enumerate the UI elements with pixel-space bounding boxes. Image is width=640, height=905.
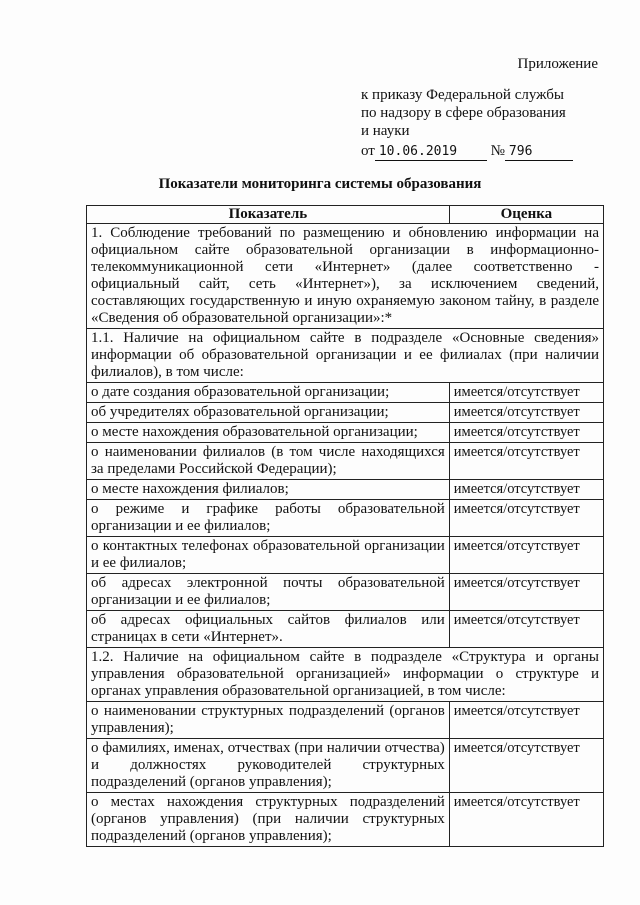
table-row [87, 383, 604, 403]
order-date-number [361, 143, 573, 161]
indicator-cell: о месте нахождения филиалов; [87, 480, 450, 500]
indicator-cell: о контактных телефонах образовательной организации и ее филиалов; [87, 537, 450, 574]
section-row [87, 648, 604, 702]
table-header-row [87, 206, 604, 224]
order-line: и науки [361, 123, 410, 139]
indicator-cell: об адресах электронной почты образовательной организации и ее филиалов; [87, 574, 450, 611]
order-date: 10.06.2019 [375, 144, 487, 161]
indicator-cell: о дате создания образовательной организации; [87, 383, 450, 403]
appendix-label: Приложение [517, 56, 598, 72]
table-row [87, 793, 604, 847]
evaluation-cell: имеется/отсутствует [449, 403, 603, 423]
evaluation-cell: имеется/отсутствует [449, 383, 603, 403]
evaluation-cell: имеется/отсутствует [449, 537, 603, 574]
indicator-cell: об адресах официальных сайтов филиалов или страницах в сети «Интернет». [87, 611, 450, 648]
evaluation-cell: имеется/отсутствует [449, 793, 603, 847]
column-header-evaluation: Оценка [449, 206, 603, 224]
table-row [87, 500, 604, 537]
evaluation-cell: имеется/отсутствует [449, 423, 603, 443]
evaluation-cell: имеется/отсутствует [449, 574, 603, 611]
evaluation-cell: имеется/отсутствует [449, 702, 603, 739]
date-prefix: от [361, 143, 375, 159]
table-row [87, 423, 604, 443]
order-reference-block [361, 86, 611, 140]
section-1-2-text: 1.2. Наличие на официальном сайте в подразделе «Структура и органы управления образовательной организацией» информации о структуре и органах управления образовательной организацией, в том числе: [87, 648, 604, 702]
order-line: к приказу Федеральной службы [361, 87, 565, 103]
table-row [87, 611, 604, 648]
table-row [87, 403, 604, 423]
table-row [87, 702, 604, 739]
indicator-cell: о фамилиях, именах, отчествах (при наличии отчества) и должностях руководителей структурных подразделений (органов управления); [87, 739, 450, 793]
section-1-text: 1. Соблюдение требований по размещению и обновлению информации на официальном сайте образовательной организации в информационно-телекоммуникационной сети «Интернет» (далее соответственно - официальный сайт, сеть «Интернет»), за исключением сведений, составляющих государственную и иную охраняемую законом тайну, в разделе «Сведения об образовательной организации»:* [87, 224, 604, 329]
indicator-cell: об учредителях образовательной организации; [87, 403, 450, 423]
indicator-cell: о месте нахождения образовательной организации; [87, 423, 450, 443]
indicator-cell: о режиме и графике работы образовательной организации и ее филиалов; [87, 500, 450, 537]
table-row [87, 574, 604, 611]
evaluation-cell: имеется/отсутствует [449, 443, 603, 480]
indicator-cell: о наименовании структурных подразделений (органов управления); [87, 702, 450, 739]
document-title: Показатели мониторинга системы образования [158, 176, 482, 192]
table-row [87, 537, 604, 574]
order-number: 796 [505, 144, 573, 161]
section-1-1-text: 1.1. Наличие на официальном сайте в подразделе «Основные сведения» информации об образовательной организации и ее филиалах (при наличии филиалов), в том числе: [87, 329, 604, 383]
evaluation-cell: имеется/отсутствует [449, 480, 603, 500]
table-row [87, 739, 604, 793]
number-prefix: № [490, 143, 505, 159]
indicator-cell: о местах нахождения структурных подразделений (органов управления) (при наличии структурных подразделений (органов управления); [87, 793, 450, 847]
table-row [87, 480, 604, 500]
table-row [87, 443, 604, 480]
section-row [87, 224, 604, 329]
order-line: по надзору в сфере образования [361, 105, 566, 121]
evaluation-cell: имеется/отсутствует [449, 739, 603, 793]
indicators-table [86, 205, 604, 847]
evaluation-cell: имеется/отсутствует [449, 500, 603, 537]
evaluation-cell: имеется/отсутствует [449, 611, 603, 648]
section-row [87, 329, 604, 383]
column-header-indicator: Показатель [87, 206, 450, 224]
indicator-cell: о наименовании филиалов (в том числе находящихся за пределами Российской Федерации); [87, 443, 450, 480]
